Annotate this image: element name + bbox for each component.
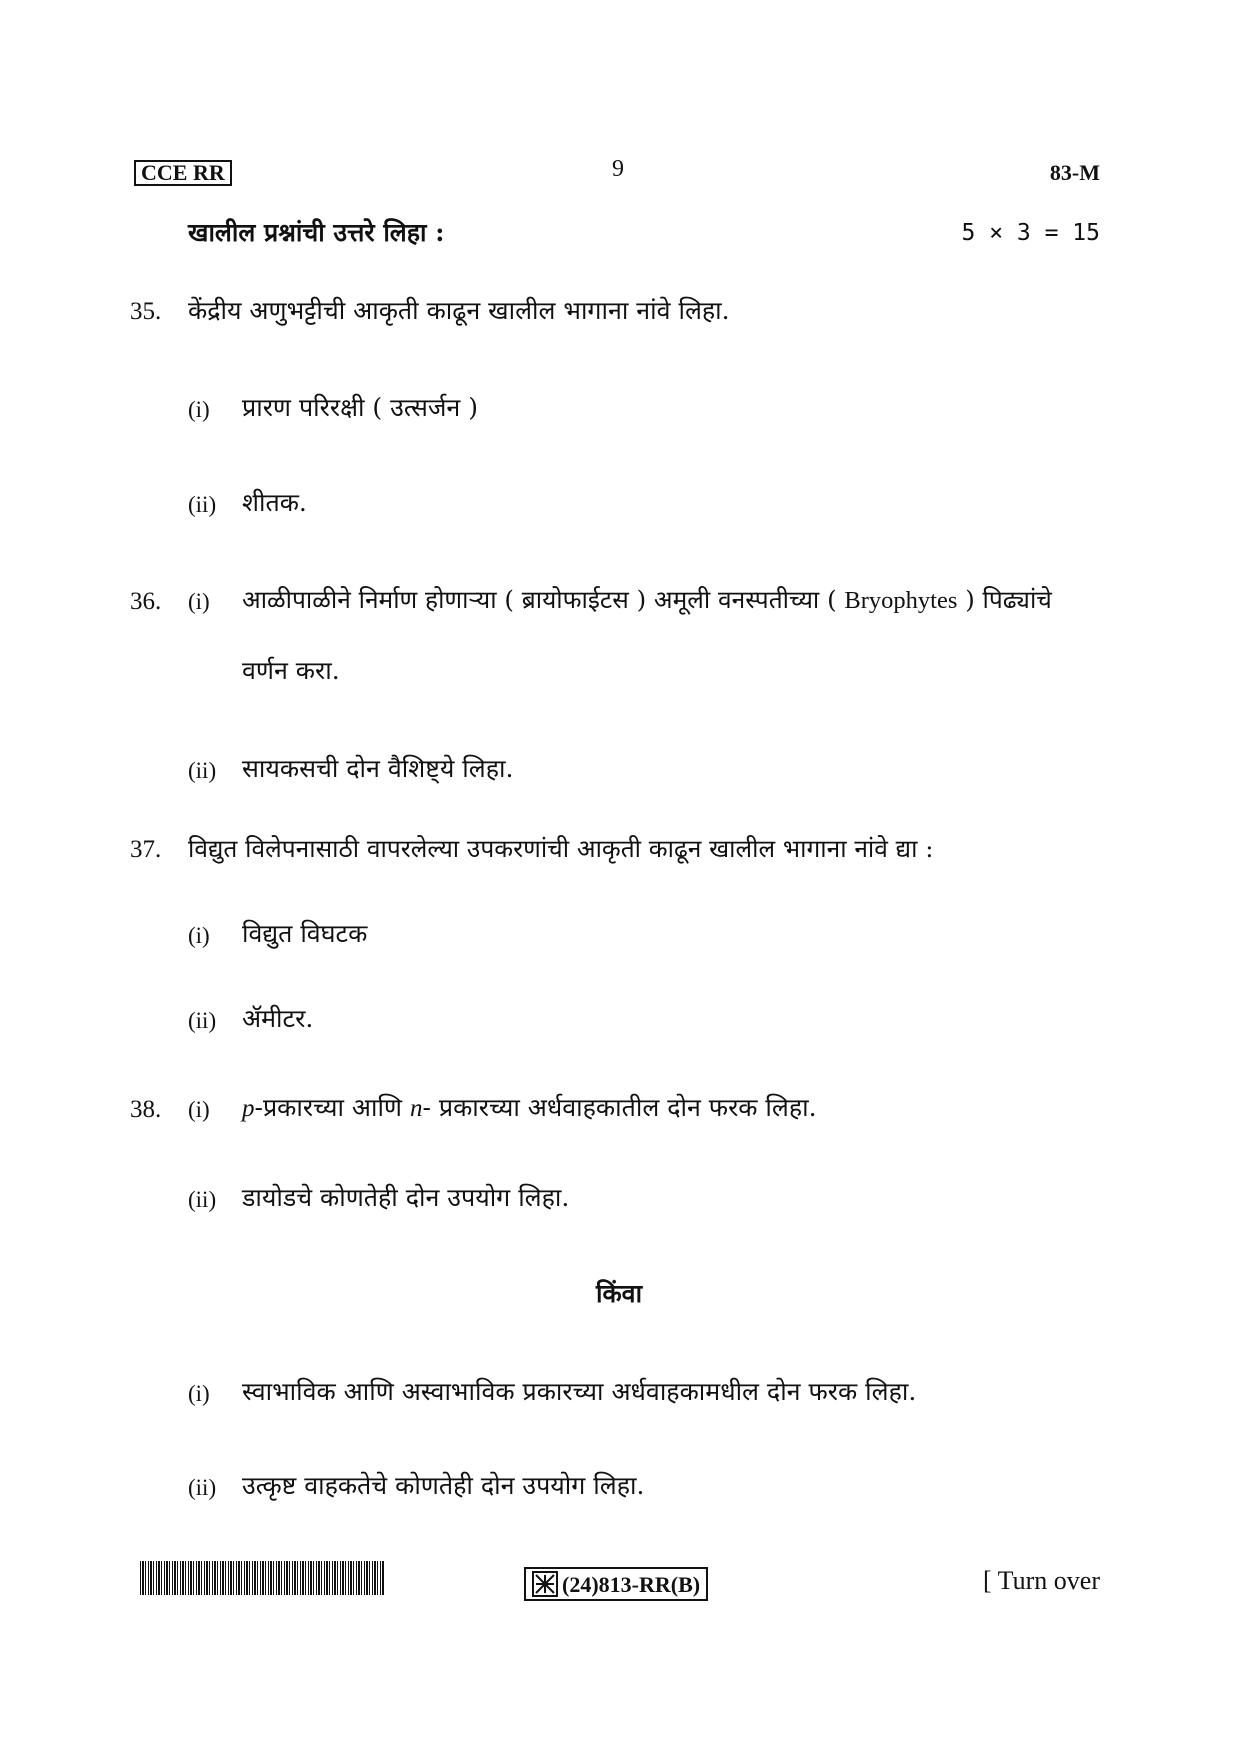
barcode-icon [140, 1561, 385, 1595]
cross-stamp-icon [532, 1571, 558, 1597]
footer-code: (24)813-RR(B) [562, 1572, 701, 1597]
part-label: (ii) [188, 492, 217, 517]
part-text: विद्युत विघटक [242, 919, 368, 948]
part-text: प्रारण परिरक्षी ( उत्सर्जन ) [242, 393, 478, 422]
turn-over-label: [ Turn over [982, 1566, 1100, 1595]
part-label: (ii) [188, 1187, 217, 1212]
part-text: स्वाभाविक आणि अस्वाभाविक प्रकारच्या अर्धवाहकामधील दोन फरक लिहा. [242, 1377, 917, 1406]
part-label: (ii) [188, 758, 217, 783]
part-label: (i) [188, 1381, 210, 1406]
part-text: डायोडचे कोणतेही दोन उपयोग लिहा. [242, 1183, 570, 1212]
question-number: 35. [130, 298, 162, 325]
paper-code: 83-M [1049, 160, 1100, 185]
part-text: p-प्रकारच्या आणि n- प्रकारच्या अर्धवाहकातील दोन फरक लिहा. [242, 1093, 817, 1122]
marks-text: 5 × 3 = 15 [961, 220, 1100, 246]
question-number: 36. [130, 588, 162, 615]
part-label: (ii) [188, 1475, 217, 1500]
footer-code-box [524, 1567, 708, 1601]
part-text-continued: वर्णन करा. [242, 656, 340, 685]
question-number: 38. [130, 1096, 162, 1123]
part-text: ॲमीटर. [242, 1004, 314, 1033]
or-label: किंवा [596, 1279, 643, 1308]
question-number: 37. [130, 836, 162, 863]
part-text: आळीपाळीने निर्माण होणाऱ्या ( ब्रायोफाईटस ) अमूली वनस्पतीच्या ( Bryophytes ) पिढ्यांचे [242, 585, 1052, 614]
part-label: (i) [188, 397, 210, 422]
part-label: (i) [188, 923, 210, 948]
part-label: (i) [188, 1097, 210, 1122]
part-text: उत्कृष्ट वाहकतेचे कोणतेही दोन उपयोग लिहा. [242, 1471, 645, 1500]
part-label: (ii) [188, 1008, 217, 1033]
header-box-label: CCE RR [134, 160, 232, 186]
part-text: सायकसची दोन वैशिष्ट्ये लिहा. [242, 754, 514, 783]
page-number: 9 [612, 156, 624, 182]
part-text: शीतक. [242, 488, 307, 517]
question-text: केंद्रीय अणुभट्टीची आकृती काढून खालील भागाना नांवे लिहा. [188, 296, 730, 325]
part-label: (i) [188, 589, 210, 614]
question-text: विद्युत विलेपनासाठी वापरलेल्या उपकरणांची आकृती काढून खालील भागाना नांवे द्या : [188, 834, 934, 863]
instruction-text: खालील प्रश्नांची उत्तरे लिहा : [188, 218, 445, 247]
